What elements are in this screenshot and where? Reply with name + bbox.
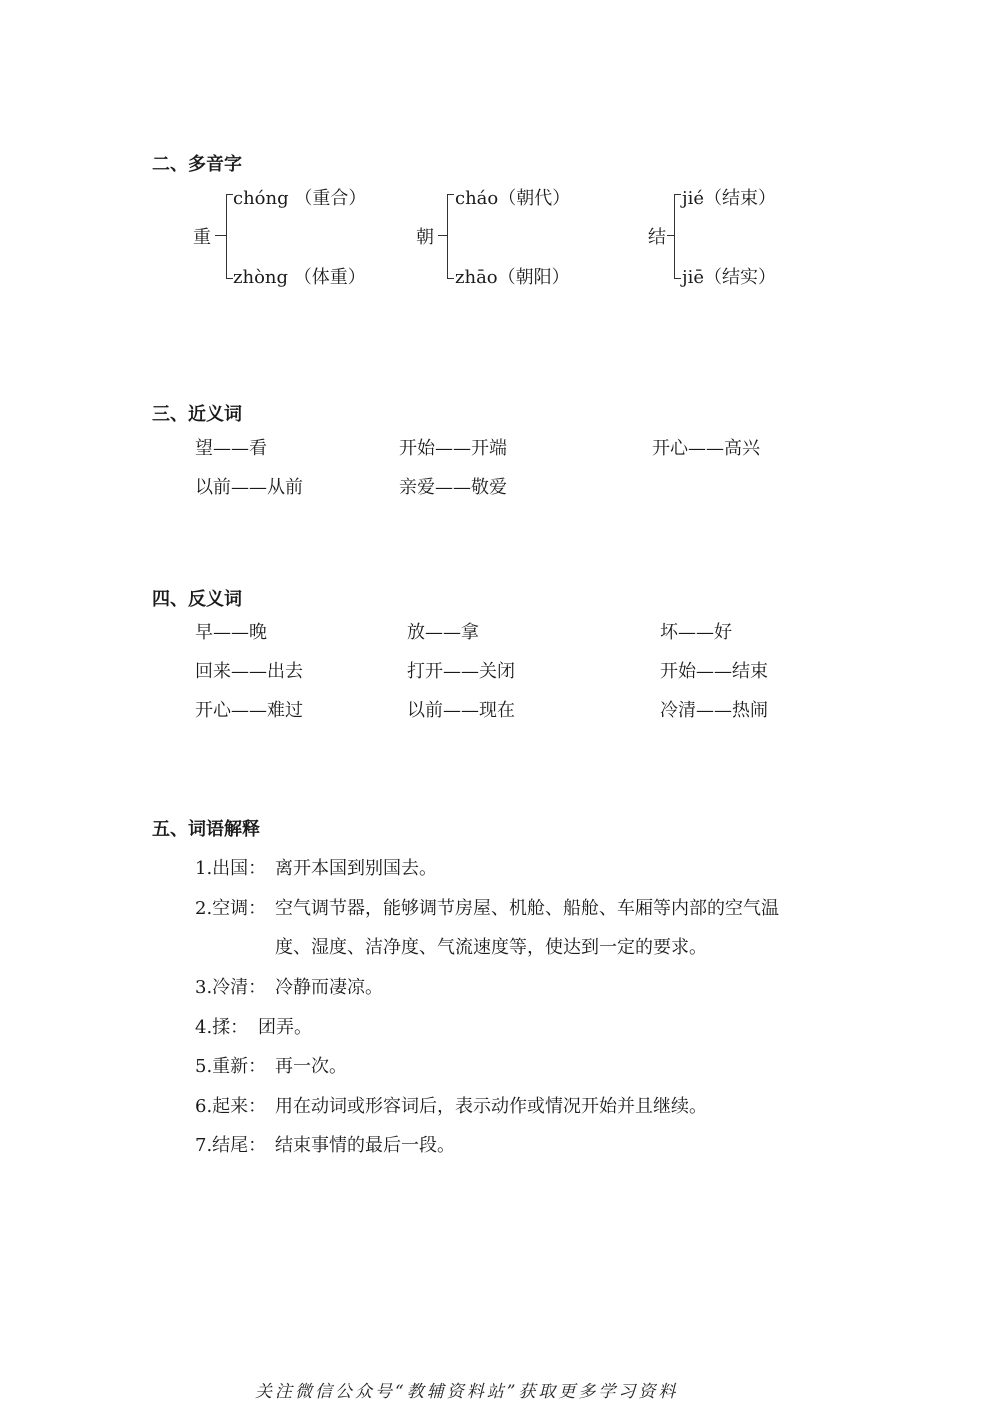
definition-text: 团弄。 [258,1017,312,1038]
section-heading-synonyms: 三、近义词 [152,404,242,425]
antonym-pair: 开心——难过 [195,700,303,721]
bracket [447,194,454,279]
polyphone-reading-top: jié（结束） [682,188,776,209]
polyphone-reading-bottom: zhòng （体重） [233,267,366,288]
definition-label: 2.空调： [195,898,267,919]
section-heading-definitions: 五、词语解释 [152,819,260,840]
antonym-pair: 以前——现在 [407,700,515,721]
definition-text: 结束事情的最后一段。 [275,1135,455,1156]
bracket [674,194,681,279]
antonym-pair: 早——晚 [195,622,267,643]
synonym-pair: 以前——从前 [195,477,303,498]
polyphone-char: 重 [193,227,211,248]
definition-label: 1.出国： [195,858,267,879]
footer-note: 关注微信公众号“教辅资料站”获取更多学习资料 [255,1382,679,1402]
antonym-pair: 放——拿 [407,622,479,643]
definition-label: 6.起来： [195,1096,267,1117]
polyphone-reading-top: chóng （重合） [233,188,367,209]
section-heading-antonyms: 四、反义词 [152,589,242,610]
definition-text: 空气调节器，能够调节房屋、机舱、船舱、车厢等内部的空气温 [275,898,779,919]
bracket [226,194,233,279]
definition-label: 5.重新： [195,1056,267,1077]
synonym-pair: 亲爱——敬爱 [399,477,507,498]
antonym-pair: 坏——好 [660,622,732,643]
antonym-pair: 开始——结束 [660,661,768,682]
definition-label: 4.揉： [195,1017,249,1038]
synonym-pair: 望——看 [195,438,267,459]
definition-label: 3.冷清： [195,977,267,998]
definition-text: 用在动词或形容词后，表示动作或情况开始并且继续。 [275,1096,707,1117]
definition-text: 冷静而凄凉。 [275,977,383,998]
synonym-pair: 开心——高兴 [652,438,760,459]
definition-text: 再一次。 [275,1056,347,1077]
antonym-pair: 打开——关闭 [407,661,515,682]
definition-text-continued: 度、湿度、洁净度、气流速度等，使达到一定的要求。 [275,937,707,958]
definition-label: 7.结尾： [195,1135,267,1156]
antonym-pair: 冷清——热闹 [660,700,768,721]
antonym-pair: 回来——出去 [195,661,303,682]
polyphone-reading-top: cháo（朝代） [455,188,571,209]
synonym-pair: 开始——开端 [399,438,507,459]
polyphone-reading-bottom: zhāo（朝阳） [455,267,570,288]
definition-text: 离开本国到别国去。 [275,858,437,879]
polyphone-char: 结 [648,227,666,248]
section-heading-polyphone: 二、多音字 [152,154,242,175]
polyphone-char: 朝 [416,227,434,248]
polyphone-reading-bottom: jiē（结实） [682,267,776,288]
